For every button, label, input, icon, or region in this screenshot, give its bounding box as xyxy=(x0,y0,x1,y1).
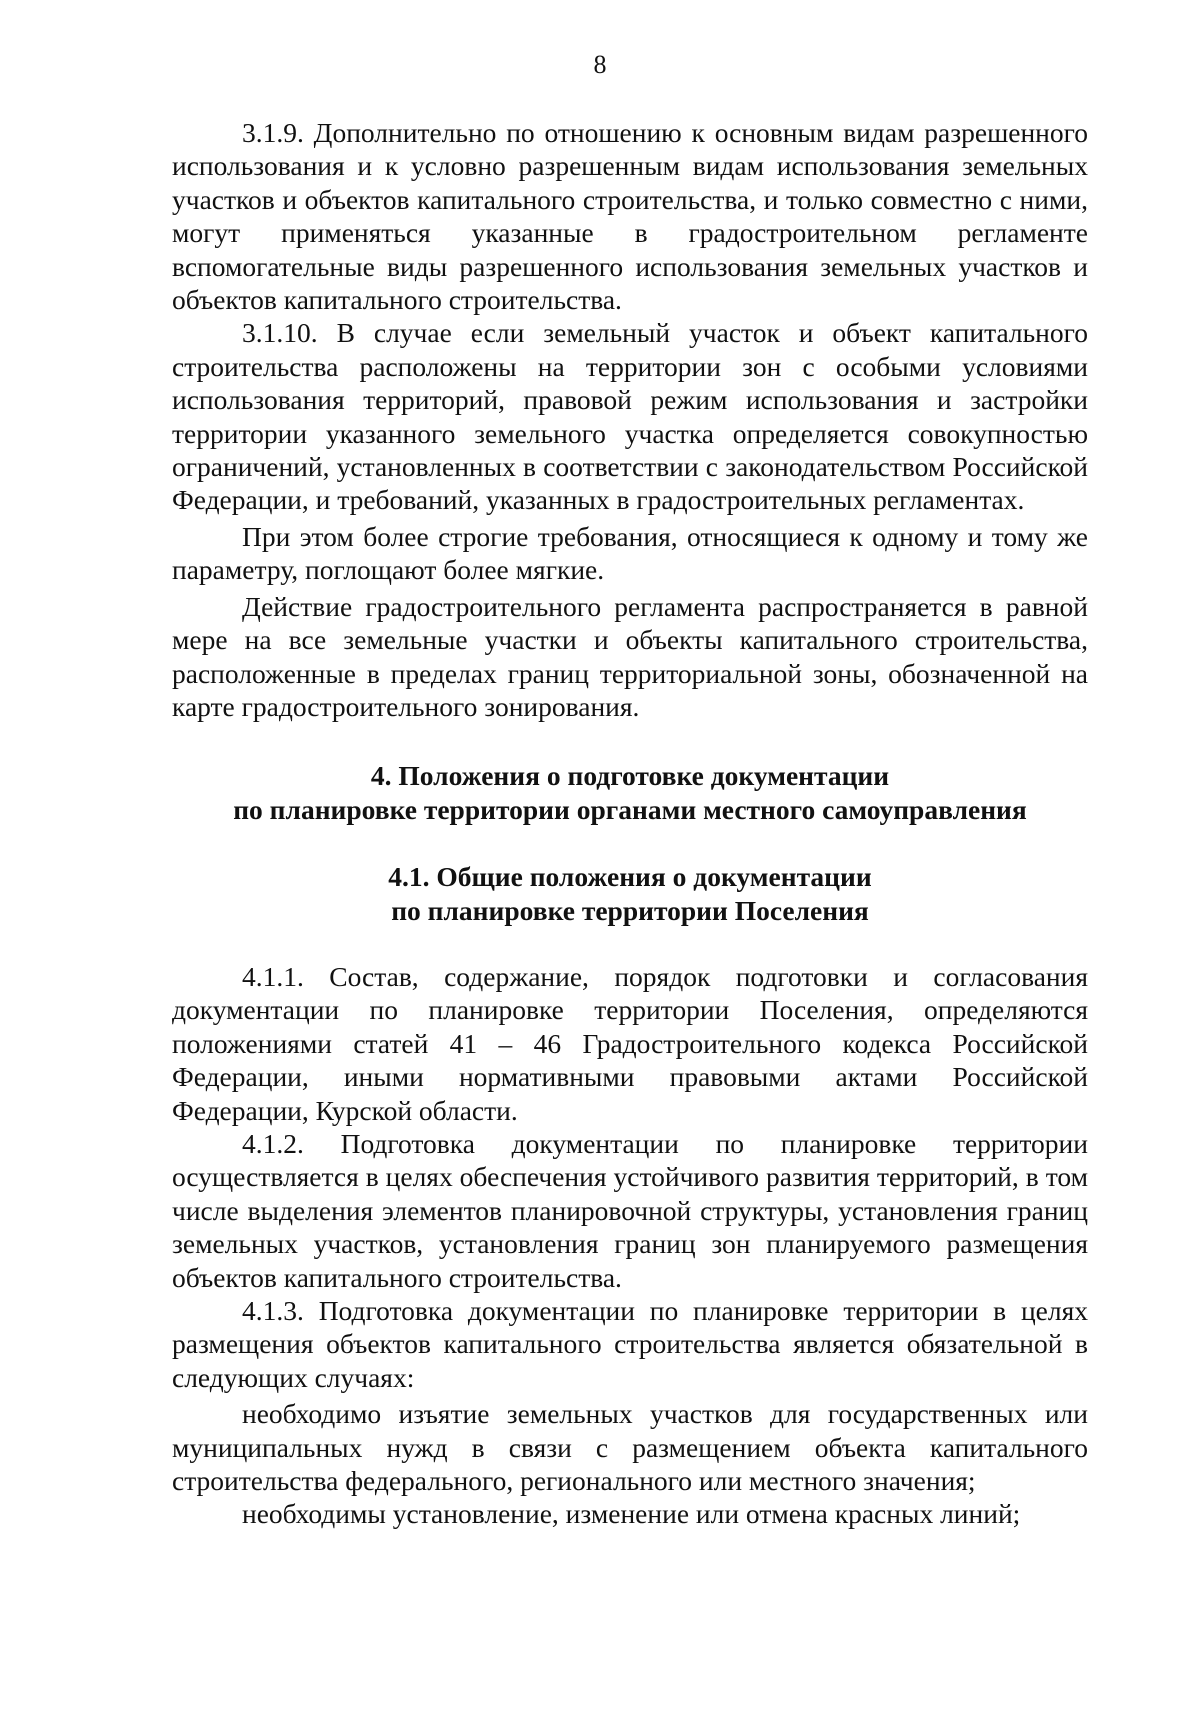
document-body xyxy=(172,116,1088,1531)
paragraph-4-1-2: 4.1.2. Подготовка документации по планировке территории осуществляется в целях обеспечения устойчивого развития территорий, в том числе выделения элементов планировочной структуры, установления границ земельных участков, установления границ зон планируемого размещения объектов капитального строительства. xyxy=(172,1127,1088,1293)
section-4-heading xyxy=(172,759,1088,826)
paragraph-4-1-1: 4.1.1. Состав, содержание, порядок подготовки и согласования документации по планировке территории Поселения, определяются положениями статей 41 – 46 Градостроительного кодекса Российской Федерации, иными нормативными правовыми актами Российской Федерации, Курской области. xyxy=(172,960,1088,1126)
paragraph-strict-requirements: При этом более строгие требования, относящиеся к одному и тому же параметру, поглощают более мягкие. xyxy=(172,520,1088,586)
list-item-land-seizure: необходимо изъятие земельных участков для государственных или муниципальных нужд в связи с размещением объекта капитального строительства федерального, регионального или местного значения; xyxy=(172,1398,1088,1497)
paragraph-3-1-9: 3.1.9. Дополнительно по отношению к основным видам разрешенного использования и к условно разрешенным видам использования земельных участков и объектов капитального строительства, и только совместно с ними, могут применяться указанные в градостроительном регламенте вспомогательные виды разрешенного использования земельных участков и объектов капитального строительства. xyxy=(172,117,1088,316)
subsection-4-1-heading-line-1: 4.1. Общие положения о документации xyxy=(388,861,872,893)
section-4-heading-line-2: по планировке территории органами местного самоуправления xyxy=(233,793,1027,825)
paragraph-4-1-3: 4.1.3. Подготовка документации по планировке территории в целях размещения объектов капитального строительства является обязательной в следующих случаях: xyxy=(172,1295,1088,1393)
paragraph-regulation-effect: Действие градостроительного регламента распространяется в равной мере на все земельные участки и объекты капитального строительства, расположенные в пределах границ территориальной зоны, обозначенной на карте градостроительного зонирования. xyxy=(172,590,1088,722)
paragraph-3-1-10: 3.1.10. В случае если земельный участок и объект капитального строительства расположены на территории зон с особыми условиями использования территорий, правовой режим использования и застройки территории указанного земельного участка определяется совокупностью ограничений, установленных в соответствии с законодательством Российской Федерации, и требований, указанных в градостроительных регламентах. xyxy=(172,317,1088,516)
subsection-4-1-heading-line-2: по планировке территории Поселения xyxy=(391,894,869,926)
page-number: 8 xyxy=(593,50,607,79)
list-item-red-lines: необходимы установление, изменение или отмена красных линий; xyxy=(242,1498,1021,1530)
subsection-4-1-heading xyxy=(172,860,1088,927)
section-4-heading-line-1: 4. Положения о подготовке документации xyxy=(370,760,890,792)
